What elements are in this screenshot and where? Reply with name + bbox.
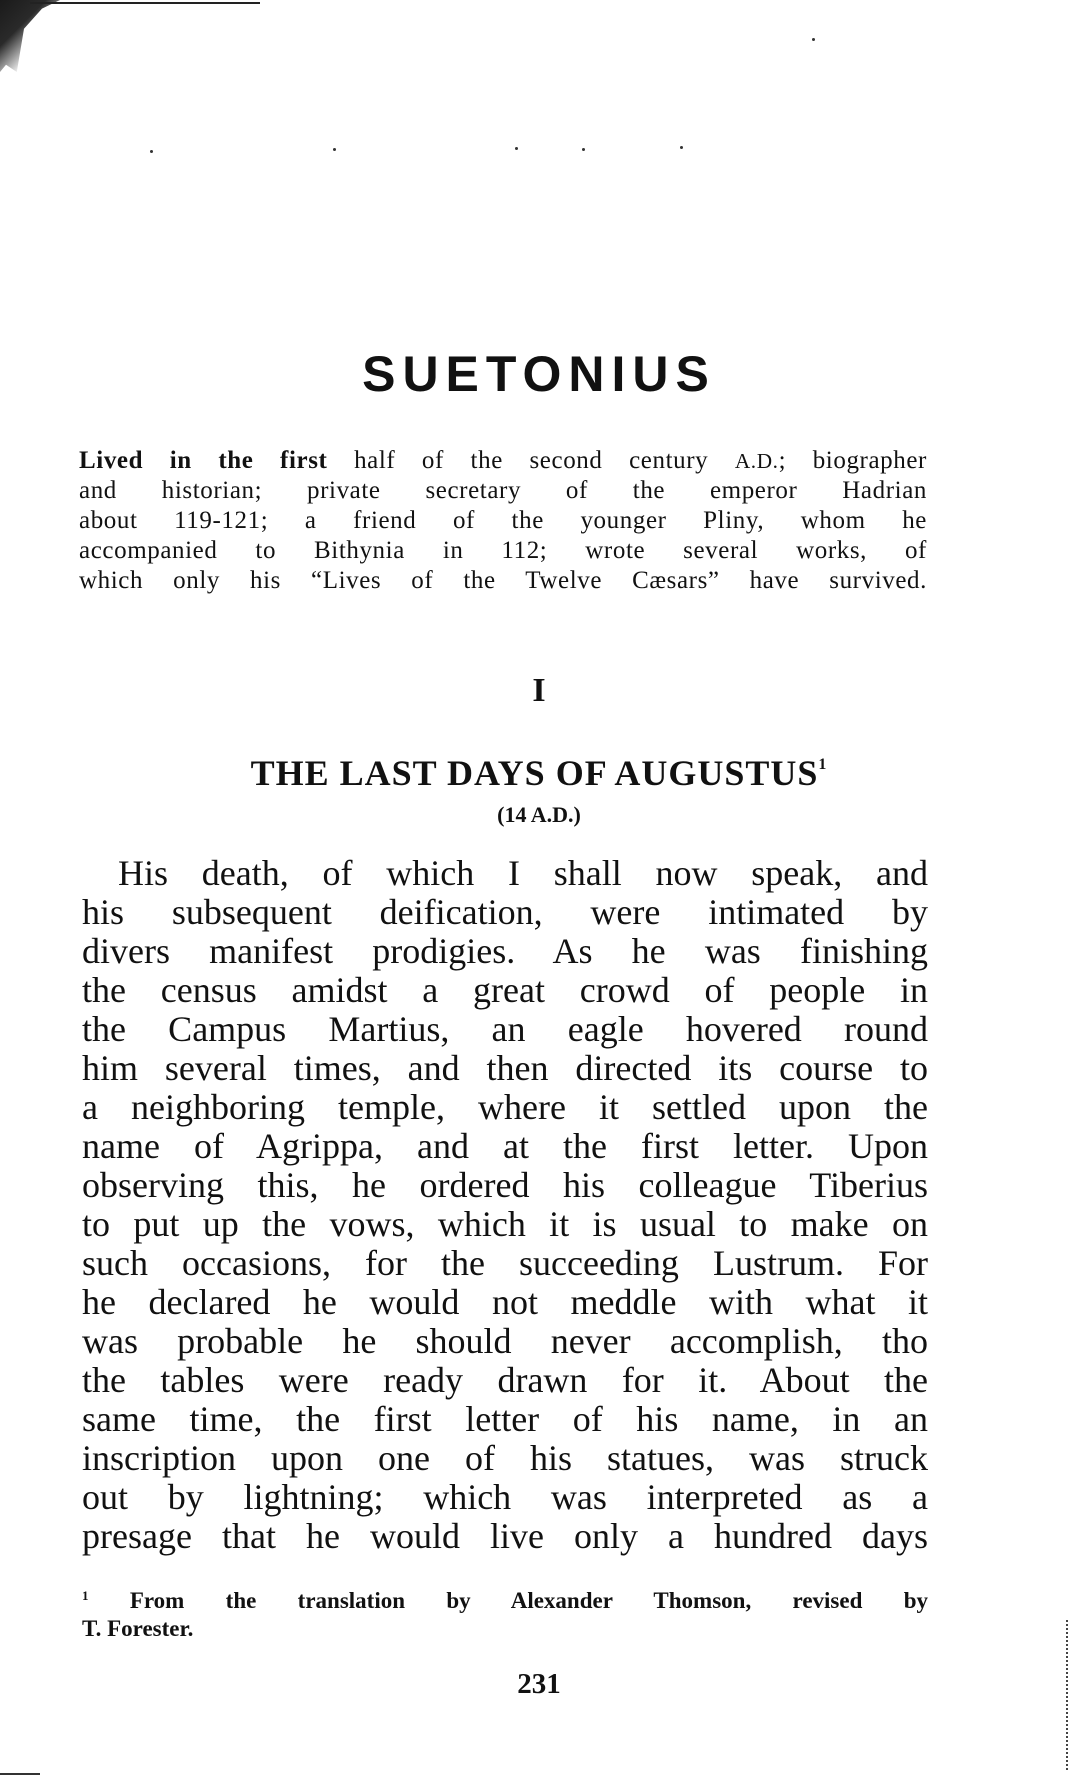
chapter-number: I bbox=[532, 672, 546, 709]
chapter-title bbox=[0, 752, 1078, 794]
body-line: was probable he should never accomplish, tho bbox=[82, 1321, 928, 1361]
body-line: the Campus Martius, an eagle hovered round bbox=[82, 1009, 928, 1049]
bio-line: about 119-121; a friend of the younger Pliny, whom he bbox=[79, 507, 927, 534]
body-line: name of Agrippa, and at the first letter. Upon bbox=[82, 1126, 928, 1166]
scan-top-rule bbox=[30, 2, 260, 4]
body-line: out by lightning; which was interpreted as a bbox=[82, 1477, 928, 1517]
bio-lead: Lived in the first bbox=[79, 447, 328, 474]
body-line: same time, the first letter of his name, in an bbox=[82, 1399, 928, 1439]
page-number: 231 bbox=[517, 1668, 561, 1700]
chapter-date: (14 A.D.) bbox=[497, 802, 581, 827]
body-line: to put up the vows, which it is usual to make on bbox=[82, 1204, 928, 1244]
bio-text: half of the second century bbox=[327, 447, 735, 474]
scan-bottom-rule bbox=[0, 1773, 40, 1775]
page-title: SUETONIUS bbox=[362, 346, 716, 402]
bio-text: ; biographer bbox=[778, 447, 927, 474]
footnote-text: From the translation by Alexander Thomson, revised by bbox=[129, 1588, 929, 1613]
bio-line: which only his “Lives of the Twelve Cæsars” have survived. bbox=[79, 567, 927, 594]
body-line: inscription upon one of his statues, was struck bbox=[82, 1438, 928, 1478]
bio-line bbox=[79, 446, 927, 476]
body-line: he declared he would not meddle with what it bbox=[82, 1282, 928, 1322]
footnote-marker: 1 bbox=[82, 1588, 89, 1603]
body-text bbox=[82, 854, 928, 1556]
body-line: the census amidst a great crowd of people in bbox=[82, 970, 928, 1010]
body-line: presage that he would live only a hundred days bbox=[82, 1516, 928, 1556]
scan-corner-mark bbox=[0, 0, 60, 72]
footnote-line: T. Forester. bbox=[82, 1616, 194, 1641]
footnote-reference[interactable]: 1 bbox=[818, 756, 828, 773]
body-line: such occasions, for the succeeding Lustrum. For bbox=[82, 1243, 928, 1283]
chapter-title-text: THE LAST DAYS OF AUGUSTUS bbox=[250, 753, 819, 793]
body-line: His death, of which I shall now speak, and bbox=[118, 853, 928, 893]
body-line: divers manifest prodigies. As he was finishing bbox=[82, 931, 928, 971]
scan-speck bbox=[333, 148, 336, 151]
author-bio bbox=[79, 446, 927, 596]
body-line: observing this, he ordered his colleague Tiberius bbox=[82, 1165, 928, 1205]
body-line: him several times, and then directed its course to bbox=[82, 1048, 928, 1088]
scan-speck bbox=[515, 147, 518, 150]
body-line: the tables were ready drawn for it. About the bbox=[82, 1360, 928, 1400]
scan-speck bbox=[680, 146, 683, 149]
footnote bbox=[82, 1582, 928, 1643]
footnote-line bbox=[82, 1582, 928, 1615]
bio-line: accompanied to Bithynia in 112; wrote several works, of bbox=[79, 537, 927, 564]
bio-era: A.D. bbox=[734, 449, 779, 473]
scan-speck bbox=[812, 38, 815, 41]
scan-speck bbox=[582, 148, 585, 151]
scan-speck bbox=[150, 150, 153, 153]
body-line: his subsequent deification, were intimated by bbox=[82, 892, 928, 932]
body-line: a neighboring temple, where it settled upon the bbox=[82, 1087, 928, 1127]
bio-line: and historian; private secretary of the emperor Hadrian bbox=[79, 477, 927, 504]
